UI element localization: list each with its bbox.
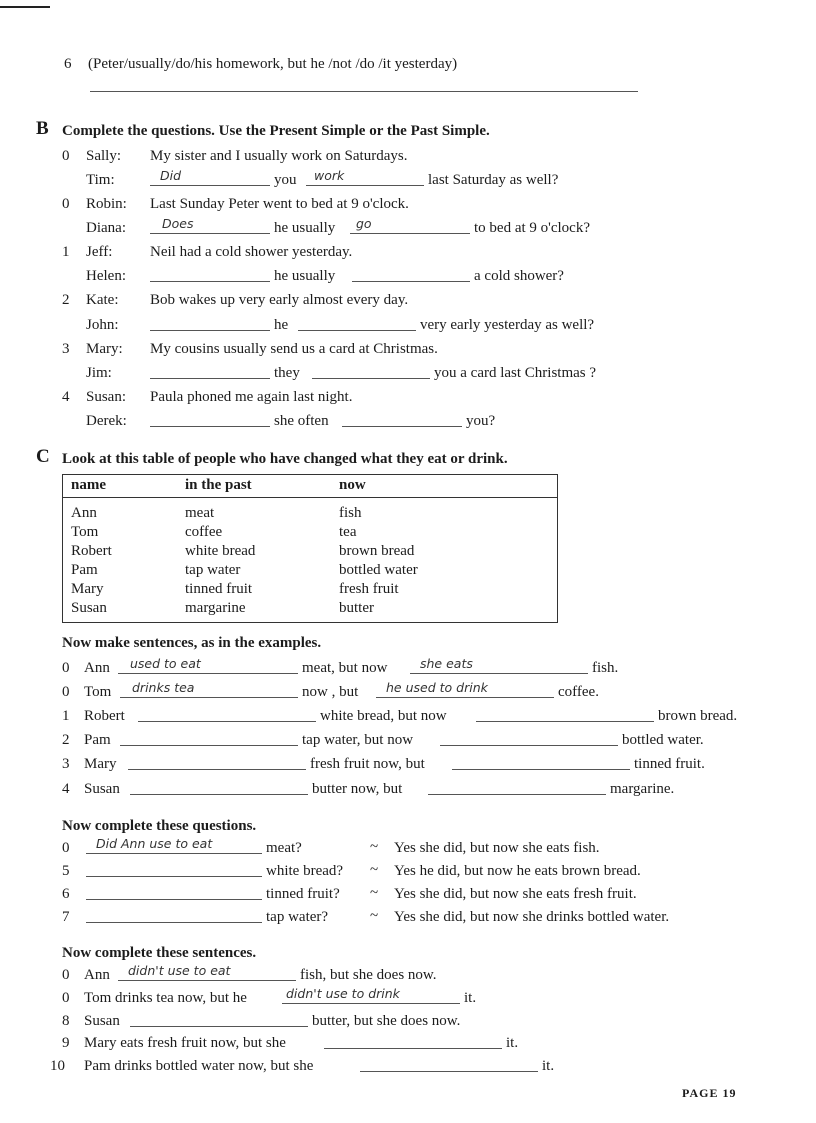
answer-line[interactable] xyxy=(376,697,554,698)
question-text: you a card last Christmas ? xyxy=(434,365,597,381)
answer-line[interactable] xyxy=(440,745,618,746)
item-number: 1 xyxy=(62,244,70,260)
reply-text: Yes she did, but now she eats fish. xyxy=(394,840,600,856)
tilde-separator: ~ xyxy=(370,839,379,855)
sentence-text: fish. xyxy=(592,660,619,676)
column-header: in the past xyxy=(177,475,331,498)
sentence-text: bottled water. xyxy=(622,732,704,748)
item-number: 0 xyxy=(62,990,70,1006)
item-number: 4 xyxy=(62,781,70,797)
handwritten-answer: didn't use to eat xyxy=(128,963,231,978)
answer-line[interactable] xyxy=(118,673,298,674)
tilde-separator: ~ xyxy=(370,885,379,901)
statement-text: My sister and I usually work on Saturdays. xyxy=(150,148,408,164)
speaker-name: Mary: xyxy=(86,341,123,357)
table-cell: white bread xyxy=(185,543,256,559)
sentence-text: brown bread. xyxy=(658,708,738,724)
question-text: she often xyxy=(274,413,329,429)
sentence-text: butter, but she does now. xyxy=(312,1013,461,1029)
answer-line[interactable] xyxy=(324,1048,502,1049)
table-cell: Ann xyxy=(71,505,97,521)
item-number: 9 xyxy=(62,1035,70,1051)
table-row xyxy=(63,523,558,542)
answer-line[interactable] xyxy=(150,185,270,186)
item-number: 1 xyxy=(62,708,70,724)
speaker-name: John: xyxy=(86,317,119,333)
speaker-name: Sally: xyxy=(86,148,122,164)
question-text: he usually xyxy=(274,220,336,236)
question-text: they xyxy=(274,365,300,381)
table-cell: Susan xyxy=(71,600,107,616)
sentence-text: Tom drinks tea now, but he xyxy=(84,990,247,1006)
answer-line[interactable] xyxy=(130,1026,308,1027)
answer-line[interactable] xyxy=(86,853,262,854)
sentence-text: tinned fruit. xyxy=(634,756,705,772)
sentence-text: it. xyxy=(506,1035,519,1051)
item-number: 0 xyxy=(62,840,70,856)
food-change-table xyxy=(62,474,558,623)
column-header: name xyxy=(63,475,178,498)
question-text: you xyxy=(274,172,297,188)
table-cell: meat xyxy=(185,505,215,521)
sentence-text: butter now, but xyxy=(312,781,403,797)
answer-line[interactable] xyxy=(282,1003,460,1004)
table-header-row xyxy=(63,475,558,498)
answer-line[interactable] xyxy=(150,426,270,427)
sentence-text: tap water, but now xyxy=(302,732,414,748)
part-heading: Now complete these sentences. xyxy=(62,945,257,961)
person-name: Mary xyxy=(84,756,117,772)
handwritten-answer: used to eat xyxy=(130,656,201,671)
sentence-text: now , but xyxy=(302,684,359,700)
page-number: PAGE 19 xyxy=(682,1086,737,1100)
answer-line[interactable] xyxy=(452,769,630,770)
reply-text: Yes she did, but now she eats fresh fruit. xyxy=(394,886,637,902)
item-number: 2 xyxy=(62,292,70,308)
handwritten-answer: Does xyxy=(162,216,194,231)
person-name: Robert xyxy=(84,708,125,724)
speaker-name: Diana: xyxy=(86,220,126,236)
column-header: now xyxy=(331,475,558,498)
person-name: Ann xyxy=(84,660,110,676)
item-number: 6 xyxy=(62,886,70,902)
item-number: 0 xyxy=(62,967,70,983)
sentence-text: Pam drinks bottled water now, but she xyxy=(84,1058,314,1074)
table-cell: tinned fruit xyxy=(185,581,253,597)
question-text: tap water? xyxy=(266,909,329,925)
answer-line[interactable] xyxy=(120,697,298,698)
table-row xyxy=(63,542,558,561)
sentence-text: fish, but she does now. xyxy=(300,967,437,983)
item-number: 5 xyxy=(62,863,70,879)
handwritten-answer: work xyxy=(314,168,345,183)
table-cell: tap water xyxy=(185,562,241,578)
statement-text: Neil had a cold shower yesterday. xyxy=(150,244,353,260)
sentence-text: fresh fruit now, but xyxy=(310,756,425,772)
answer-line[interactable] xyxy=(150,378,270,379)
item-prompt: (Peter/usually/do/his homework, but he /not /do /it yesterday) xyxy=(88,56,458,72)
item-number: 3 xyxy=(62,341,70,357)
answer-line[interactable] xyxy=(342,426,462,427)
answer-line[interactable] xyxy=(150,330,270,331)
table-cell: butter xyxy=(339,600,374,616)
table-cell: Robert xyxy=(71,543,112,559)
question-text: last Saturday as well? xyxy=(428,172,559,188)
question-text: very early yesterday as well? xyxy=(420,317,595,333)
table-row xyxy=(63,561,558,580)
answer-line[interactable] xyxy=(138,721,316,722)
answer-line[interactable] xyxy=(476,721,654,722)
answer-line[interactable] xyxy=(352,281,470,282)
person-name: Susan xyxy=(84,781,120,797)
handwritten-answer: she eats xyxy=(420,656,473,671)
item-number: 10 xyxy=(50,1058,65,1074)
handwritten-answer: Did Ann use to eat xyxy=(96,836,213,851)
item-number: 0 xyxy=(62,148,70,164)
table-cell: Tom xyxy=(71,524,99,540)
sentence-text: Mary eats fresh fruit now, but she xyxy=(84,1035,286,1051)
answer-line[interactable] xyxy=(428,794,606,795)
answer-line[interactable] xyxy=(86,899,262,900)
speaker-name: Robin: xyxy=(86,196,127,212)
question-text: meat? xyxy=(266,840,302,856)
table-row xyxy=(63,599,558,623)
part-heading: Now complete these questions. xyxy=(62,818,257,834)
answer-line[interactable] xyxy=(86,922,262,923)
item-number: 7 xyxy=(62,909,70,925)
table-row xyxy=(63,498,558,524)
table-cell: tea xyxy=(339,524,357,540)
section-b-instruction: Complete the questions. Use the Present Simple or the Past Simple. xyxy=(62,123,490,139)
statement-text: Paula phoned me again last night. xyxy=(150,389,353,405)
sentence-text: Ann xyxy=(84,967,110,983)
question-text: to bed at 9 o'clock? xyxy=(474,220,590,236)
section-letter-c: C xyxy=(36,446,50,467)
question-text: white bread? xyxy=(266,863,344,879)
speaker-name: Derek: xyxy=(86,413,127,429)
item-number: 0 xyxy=(62,684,70,700)
answer-line[interactable] xyxy=(120,745,298,746)
speaker-name: Helen: xyxy=(86,268,126,284)
top-edge-rule xyxy=(0,6,50,8)
answer-line[interactable] xyxy=(90,91,638,92)
table-cell: Mary xyxy=(71,581,104,597)
table-cell: Pam xyxy=(71,562,98,578)
item-number: 3 xyxy=(62,756,70,772)
table-cell: margarine xyxy=(185,600,246,616)
table-cell: fresh fruit xyxy=(339,581,399,597)
sentence-text: Susan xyxy=(84,1013,120,1029)
person-name: Tom xyxy=(84,684,112,700)
speaker-name: Jeff: xyxy=(86,244,113,260)
statement-text: Last Sunday Peter went to bed at 9 o'clock. xyxy=(150,196,409,212)
question-text: he xyxy=(274,317,289,333)
answer-line[interactable] xyxy=(86,876,262,877)
item-number: 6 xyxy=(64,56,72,72)
handwritten-answer: didn't use to drink xyxy=(286,986,400,1001)
item-number: 0 xyxy=(62,660,70,676)
section-letter-b: B xyxy=(36,118,49,139)
sentence-text: it. xyxy=(464,990,477,1006)
answer-line[interactable] xyxy=(130,794,308,795)
section-c-instruction: Look at this table of people who have changed what they eat or drink. xyxy=(62,451,508,467)
handwritten-answer: Did xyxy=(160,168,182,183)
answer-line[interactable] xyxy=(298,330,416,331)
speaker-name: Kate: xyxy=(86,292,119,308)
answer-line[interactable] xyxy=(306,185,424,186)
question-text: a cold shower? xyxy=(474,268,564,284)
answer-line[interactable] xyxy=(312,378,430,379)
handwritten-answer: drinks tea xyxy=(132,680,195,695)
statement-text: Bob wakes up very early almost every day. xyxy=(150,292,409,308)
sentence-text: meat, but now xyxy=(302,660,388,676)
reply-text: Yes he did, but now he eats brown bread. xyxy=(394,863,641,879)
tilde-separator: ~ xyxy=(370,862,379,878)
item-number: 4 xyxy=(62,389,70,405)
person-name: Pam xyxy=(84,732,111,748)
statement-text: My cousins usually send us a card at Christmas. xyxy=(150,341,438,357)
answer-line[interactable] xyxy=(410,673,588,674)
sentence-text: coffee. xyxy=(558,684,599,700)
table-cell: coffee xyxy=(185,524,223,540)
speaker-name: Jim: xyxy=(86,365,112,381)
answer-line[interactable] xyxy=(360,1071,538,1072)
answer-line[interactable] xyxy=(350,233,470,234)
table-cell: fish xyxy=(339,505,362,521)
sentence-text: white bread, but now xyxy=(320,708,447,724)
sentence-text: it. xyxy=(542,1058,555,1074)
question-text: tinned fruit? xyxy=(266,886,340,902)
item-number: 2 xyxy=(62,732,70,748)
table-row xyxy=(63,580,558,599)
table-cell: brown bread xyxy=(339,543,415,559)
sentence-text: margarine. xyxy=(610,781,675,797)
answer-line[interactable] xyxy=(118,980,296,981)
handwritten-answer: he used to drink xyxy=(386,680,488,695)
answer-line[interactable] xyxy=(150,281,270,282)
part-heading: Now make sentences, as in the examples. xyxy=(62,635,322,651)
answer-line[interactable] xyxy=(128,769,306,770)
item-number: 0 xyxy=(62,196,70,212)
table-cell: bottled water xyxy=(339,562,418,578)
item-number: 8 xyxy=(62,1013,70,1029)
question-text: he usually xyxy=(274,268,336,284)
question-text: you? xyxy=(466,413,496,429)
speaker-name: Susan: xyxy=(86,389,127,405)
handwritten-answer: go xyxy=(356,216,372,231)
speaker-name: Tim: xyxy=(86,172,115,188)
answer-line[interactable] xyxy=(150,233,270,234)
tilde-separator: ~ xyxy=(370,908,379,924)
reply-text: Yes she did, but now she drinks bottled water. xyxy=(394,909,670,925)
